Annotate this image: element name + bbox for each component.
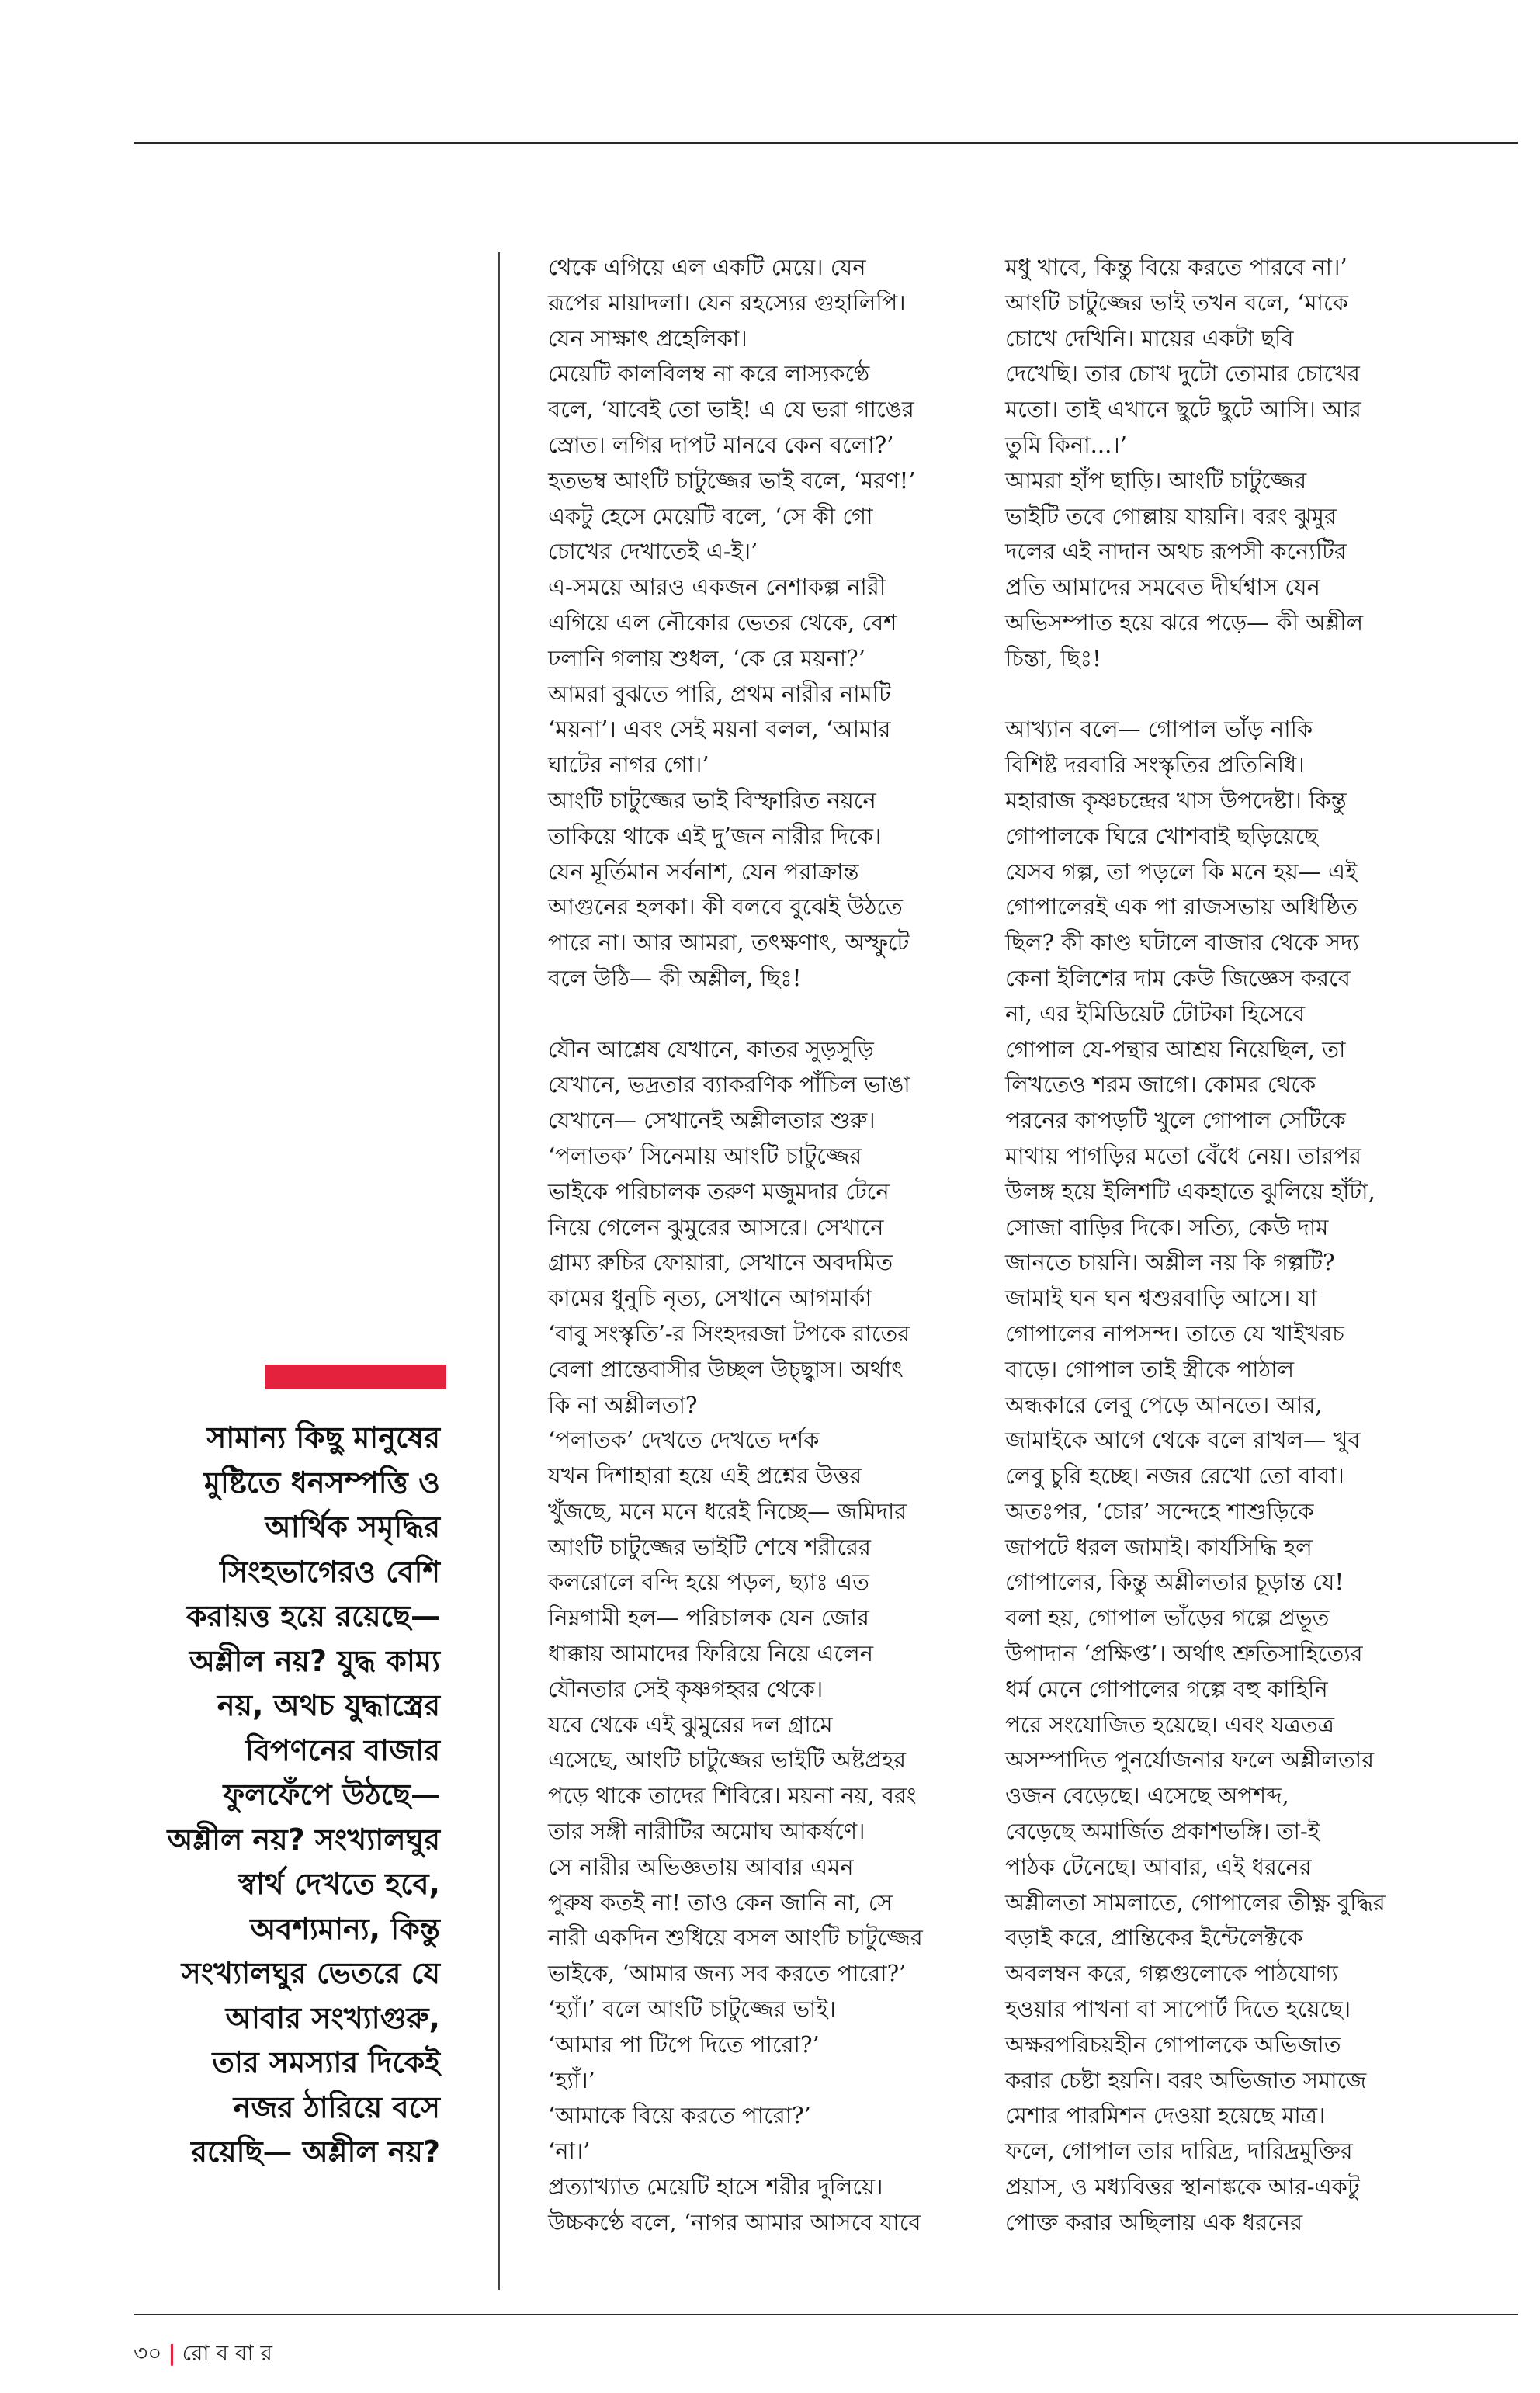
text-line: জানতে চায়নি। অশ্লীল নয় কি গল্পটি? bbox=[1005, 1249, 1335, 1276]
paragraph-break bbox=[548, 997, 983, 1032]
pull-quote-line: অশ্লীল নয়? সংখ্যালঘুর bbox=[167, 1822, 440, 1857]
text-line: যেখানে, ভদ্রতার ব্যাকরণিক পাঁচিল ভাঙা bbox=[548, 1071, 910, 1098]
pull-quote-line: করায়ত্ত হয়ে রয়েছে— bbox=[186, 1599, 440, 1633]
text-line: আংটি চাটুজ্জের ভাই বিস্ফারিত নয়নে bbox=[548, 786, 876, 813]
text-line: গোপালকে ঘিরে খোশবাই ছড়িয়েছে bbox=[1005, 822, 1318, 849]
pull-quote-line: আবার সংখ্যাগুরু, bbox=[225, 2000, 440, 2035]
text-line: অবলম্বন করে, গল্পগুলোকে পাঠযোগ্য bbox=[1005, 1960, 1338, 1987]
text-line: অসম্পাদিত পুনর্যোজনার ফলে অশ্লীলতার bbox=[1005, 1746, 1375, 1774]
article-column-2 bbox=[1005, 250, 1440, 2241]
text-line: কলরোলে বন্দি হয়ে পড়ল, ছ্যাঃ এত bbox=[548, 1569, 869, 1596]
text-line: অশ্লীলতা সামলাতে, গোপালের তীক্ষ্ণ বুদ্ধির bbox=[1005, 1888, 1386, 1916]
text-line: দলের এই নাদান অথচ রূপসী কন্যেটির bbox=[1005, 538, 1347, 565]
text-line: অন্ধকারে লেবু পেড়ে আনতে। আর, bbox=[1005, 1391, 1323, 1418]
text-line: না, এর ইমিডিয়েট টোটকা হিসেবে bbox=[1005, 1000, 1306, 1027]
publication-name: রো ব বা র bbox=[182, 2340, 272, 2366]
text-line: আংটি চাটুজ্জের ভাই তখন বলে, ‘মাকে bbox=[1005, 289, 1348, 316]
text-line: মেয়েটি কালবিলম্ব না করে লাস্যকণ্ঠে bbox=[548, 360, 870, 387]
text-line: যৌনতার সেই কৃষ্ণগহ্বর থেকে। bbox=[548, 1675, 824, 1702]
text-line: একটু হেসে মেয়েটি বলে, ‘সে কী গো bbox=[548, 502, 873, 529]
text-line: প্রতি আমাদের সমবেত দীর্ঘশ্বাস যেন bbox=[1005, 574, 1320, 601]
text-line: ‘বাবু সংস্কৃতি’-র সিংহদরজা টপকে রাতের bbox=[548, 1320, 910, 1347]
text-line: করার চেষ্টা হয়নি। বরং অভিজাত সমাজে bbox=[1005, 2066, 1367, 2093]
text-line: ‘পলাতক’ দেখতে দেখতে দর্শক bbox=[548, 1427, 820, 1454]
pull-quote-line: ফুলফেঁপে উঠছে— bbox=[223, 1777, 440, 1812]
text-line: বেড়েছে অমার্জিত প্রকাশভঙ্গি। তা-ই bbox=[1005, 1818, 1320, 1845]
text-line: বাড়ে। গোপাল তাই স্ত্রীকে পাঠাল bbox=[1005, 1355, 1295, 1382]
text-line: তাকিয়ে থাকে এই দু’জন নারীর দিকে। bbox=[548, 822, 882, 849]
text-line: ভাইকে, ‘আমার জন্য সব করতে পারো?’ bbox=[548, 1960, 907, 1987]
text-line: ঢলানি গলায় শুধল, ‘কে রে ময়না?’ bbox=[548, 644, 865, 671]
text-line: অতঃপর, ‘চোর’ সন্দেহে শাশুড়িকে bbox=[1005, 1497, 1314, 1524]
text-line: পড়ে থাকে তাদের শিবিরে। ময়না নয়, বরং bbox=[548, 1782, 917, 1809]
pull-quote bbox=[109, 1416, 440, 2175]
text-line: জাপটে ধরল জামাই। কার্যসিদ্ধি হল bbox=[1005, 1533, 1313, 1560]
text-line: চিন্তা, ছিঃ! bbox=[1005, 644, 1101, 671]
text-line: পরে সংযোজিত হয়েছে। এবং যত্রতত্র bbox=[1005, 1711, 1334, 1738]
bottom-rule bbox=[134, 2314, 1518, 2315]
text-line: নিম্নগামী হল— পরিচালক যেন জোর bbox=[548, 1604, 869, 1632]
pull-quote-line: সামান্য কিছু মানুষের bbox=[206, 1420, 440, 1455]
text-line: মেশার পারমিশন দেওয়া হয়েছে মাত্র। bbox=[1005, 2102, 1326, 2129]
article-column-1 bbox=[548, 250, 983, 2241]
text-line: অক্ষরপরিচয়হীন গোপালকে অভিজাত bbox=[1005, 2031, 1341, 2058]
text-line: মধু খাবে, কিন্তু বিয়ে করতে পারবে না।’ bbox=[1005, 254, 1348, 280]
text-line: নারী একদিন শুধিয়ে বসল আংটি চাটুজ্জের bbox=[548, 1924, 923, 1951]
top-rule bbox=[134, 142, 1518, 144]
text-line: আমরা বুঝতে পারি, প্রথম নারীর নামটি bbox=[548, 680, 891, 707]
pull-quote-line: তার সমস্যার দিকেই bbox=[212, 2045, 440, 2079]
text-line: গ্রাম্য রুচির ফোয়ারা, সেখানে অবদমিত bbox=[548, 1249, 893, 1276]
pull-quote-line: সংখ্যালঘুর ভেতরে যে bbox=[181, 1956, 440, 1990]
text-line: এসেছে, আংটি চাটুজ্জের ভাইটি অষ্টপ্রহর bbox=[548, 1746, 907, 1774]
text-line: যেখানে— সেখানেই অশ্লীলতার শুরু। bbox=[548, 1107, 876, 1134]
text-line: পারে না। আর আমরা, তৎক্ষণাৎ, অস্ফুটে bbox=[548, 929, 910, 956]
text-line: কি না অশ্লীলতা? bbox=[548, 1391, 698, 1418]
text-line: উপাদান ‘প্রক্ষিপ্ত’। অর্থাৎ শ্রুতিসাহিত্যের bbox=[1005, 1640, 1363, 1667]
pull-quote-line: রয়েছি— অশ্লীল নয়? bbox=[191, 2135, 440, 2169]
text-line: মতো। তাই এখানে ছুটে ছুটে আসি। আর bbox=[1005, 396, 1361, 423]
text-line: পাঠক টেনেছে। আবার, এই ধরনের bbox=[1005, 1853, 1312, 1880]
text-line: গোপালেরই এক পা রাজসভায় অধিষ্ঠিত bbox=[1005, 893, 1358, 921]
pull-quote-line: আর্থিক সমৃদ্ধির bbox=[265, 1510, 440, 1544]
text-line: বলে, ‘যাবেই তো ভাই! এ যে ভরা গাঙের bbox=[548, 396, 914, 423]
text-line: ঘাটের নাগর গো।’ bbox=[548, 751, 709, 779]
page-footer bbox=[134, 2336, 272, 2373]
text-line: ‘হ্যাঁ।’ bbox=[548, 2066, 595, 2093]
text-line: বেলা প্রান্তেবাসীর উচ্ছল উচ্ছ্বাস। অর্থাৎ bbox=[548, 1355, 904, 1382]
text-line: পরনের কাপড়টি খুলে গোপাল সেটিকে bbox=[1005, 1107, 1346, 1134]
text-line: ভাইকে পরিচালক তরুণ মজুমদার টেনে bbox=[548, 1177, 890, 1205]
text-line: এ-সময়ে আরও একজন নেশাকল্প নারী bbox=[548, 574, 886, 601]
text-line: গোপাল যে-পন্থার আশ্রয় নিয়েছিল, তা bbox=[1005, 1035, 1346, 1063]
text-line: দেখেছি। তার চোখ দুটো তোমার চোখের bbox=[1005, 360, 1360, 387]
text-line: পোক্ত করার অছিলায় এক ধরনের bbox=[1005, 2208, 1303, 2235]
text-line: তুমি কিনা...।’ bbox=[1005, 431, 1127, 458]
text-line: কামের ধুনুচি নৃত্য, সেখানে আগমার্কা bbox=[548, 1285, 872, 1312]
pull-quote-line: নয়, অথচ যুদ্ধাস্ত্রের bbox=[217, 1688, 440, 1722]
text-line: ‘পলাতক’ সিনেমায় আংটি চাটুজ্জের bbox=[548, 1142, 862, 1169]
text-line: যখন দিশাহারা হয়ে এই প্রশ্নের উত্তর bbox=[548, 1462, 862, 1490]
text-line: ওজন বেড়েছে। এসেছে অপশব্দ, bbox=[1005, 1782, 1289, 1809]
text-line: বলে উঠি— কী অশ্লীল, ছিঃ! bbox=[548, 964, 802, 991]
text-line: ‘আমার পা টিপে দিতে পারো?’ bbox=[548, 2031, 820, 2058]
text-line: থেকে এগিয়ে এল একটি মেয়ে। যেন bbox=[548, 254, 866, 280]
text-line: প্রত্যাখ্যাত মেয়েটি হাসে শরীর দুলিয়ে। bbox=[548, 2173, 883, 2201]
text-line: হতভম্ব আংটি চাটুজ্জের ভাই বলে, ‘মরণ!’ bbox=[548, 466, 916, 494]
pull-quote-line: বিপণনের বাজার bbox=[245, 1732, 440, 1767]
text-line: নিয়ে গেলেন ঝুমুরের আসরে। সেখানে bbox=[548, 1213, 884, 1240]
paragraph-break bbox=[1005, 677, 1440, 713]
pull-quote-line: সিংহভাগেরও বেশি bbox=[220, 1554, 440, 1589]
text-line: মহারাজ কৃষ্ণচন্দ্রের খাস উপদেষ্টা। কিন্তু bbox=[1005, 786, 1347, 813]
text-line: অভিসম্পাত হয়ে ঝরে পড়ে— কী অশ্লীল bbox=[1005, 609, 1364, 636]
text-line: ‘না।’ bbox=[548, 2138, 591, 2165]
text-line: স্রোত। লগির দাপট মানবে কেন বলো?’ bbox=[548, 431, 894, 458]
column-divider bbox=[498, 252, 500, 2290]
text-line: কেনা ইলিশের দাম কেউ জিজ্ঞেস করবে bbox=[1005, 964, 1351, 991]
text-line: পুরুষ কতই না! তাও কেন জানি না, সে bbox=[548, 1888, 893, 1916]
text-line: উলঙ্গ হয়ে ইলিশটি একহাতে ঝুলিয়ে হাঁটা, bbox=[1005, 1177, 1375, 1205]
text-line: লিখতেও শরম জাগে। কোমর থেকে bbox=[1005, 1071, 1316, 1098]
text-line: ধাক্কায় আমাদের ফিরিয়ে নিয়ে এলেন bbox=[548, 1640, 874, 1667]
pull-quote-line: অশ্লীল নয়? যুদ্ধ কাম্য bbox=[189, 1643, 440, 1678]
text-line: ছিল? কী কাণ্ড ঘটালে বাজার থেকে সদ্য bbox=[1005, 929, 1359, 956]
text-line: আখ্যান বলে— গোপাল ভাঁড় নাকি bbox=[1005, 716, 1313, 743]
text-line: বলা হয়, গোপাল ভাঁড়ের গল্পে প্রভূত bbox=[1005, 1604, 1330, 1632]
text-line: আমরা হাঁপ ছাড়ি। আংটি চাটুজ্জের bbox=[1005, 466, 1307, 494]
text-line: যেসব গল্প, তা পড়লে কি মনে হয়— এই bbox=[1005, 858, 1358, 885]
text-line: সে নারীর অভিজ্ঞতায় আবার এমন bbox=[548, 1853, 854, 1880]
text-line: যেন সাক্ষাৎ প্রহেলিকা। bbox=[548, 324, 747, 352]
text-line: ফলে, গোপাল তার দারিদ্র, দারিদ্রমুক্তির bbox=[1005, 2138, 1353, 2165]
text-line: বিশিষ্ট দরবারি সংস্কৃতির প্রতিনিধি। bbox=[1005, 751, 1305, 779]
pull-quote-line: মুষ্টিতে ধনসম্পত্তি ও bbox=[203, 1465, 440, 1500]
pull-quote-accent-bar bbox=[265, 1365, 446, 1389]
footer-separator: | bbox=[168, 2340, 176, 2366]
text-line: রূপের মায়াদলা। যেন রহস্যের গুহালিপি। bbox=[548, 289, 906, 316]
text-line: জামাইকে আগে থেকে বলে রাখল— খুব bbox=[1005, 1427, 1361, 1454]
text-line: মাথায় পাগড়ির মতো বেঁধে নেয়। তারপর bbox=[1005, 1142, 1361, 1169]
text-line: আংটি চাটুজ্জের ভাইটি শেষে শরীরের bbox=[548, 1533, 871, 1560]
text-line: ভাইটি তবে গোল্লায় যায়নি। বরং ঝুমুর bbox=[1005, 502, 1337, 529]
text-line: তার সঙ্গী নারীটির অমোঘ আকর্ষণে। bbox=[548, 1818, 865, 1845]
text-line: উচ্চকণ্ঠে বলে, ‘নাগর আমার আসবে যাবে bbox=[548, 2208, 921, 2235]
text-line: ধর্ম মেনে গোপালের গল্পে বহু কাহিনি bbox=[1005, 1675, 1328, 1702]
pull-quote-line: স্বার্থ দেখতে হবে, bbox=[238, 1867, 440, 1901]
text-line: হওয়ার পাখনা বা সাপোর্ট দিতে হয়েছে। bbox=[1005, 1996, 1351, 2023]
text-line: যেন মূর্তিমান সর্বনাশ, যেন পরাক্রান্ত bbox=[548, 858, 859, 885]
text-line: যবে থেকে এই ঝুমুরের দল গ্রামে bbox=[548, 1711, 833, 1738]
text-line: খুঁজছে, মনে মনে ধরেই নিচ্ছে— জমিদার bbox=[548, 1497, 907, 1524]
text-line: এগিয়ে এল নৌকোর ভেতর থেকে, বেশ bbox=[548, 609, 897, 636]
text-line: আগুনের হলকা। কী বলবে বুঝেই উঠতে bbox=[548, 893, 903, 921]
pull-quote-line: অবশ্যমান্য, কিন্তু bbox=[250, 1911, 440, 1946]
text-line: ‘ময়না’। এবং সেই ময়না বলল, ‘আমার bbox=[548, 716, 891, 743]
text-line: চোখের দেখাতেই এ-ই।’ bbox=[548, 538, 758, 565]
text-line: গোপালের, কিন্তু অশ্লীলতার চূড়ান্ত যে! bbox=[1005, 1569, 1344, 1596]
text-line: লেবু চুরি হচ্ছে। নজর রেখো তো বাবা। bbox=[1005, 1462, 1344, 1490]
text-line: যৌন আশ্লেষ যেখানে, কাতর সুড়সুড়ি bbox=[548, 1035, 874, 1063]
text-line: ‘হ্যাঁ।’ বলে আংটি চাটুজ্জের ভাই। bbox=[548, 1996, 836, 2023]
text-line: প্রয়াস, ও মধ্যবিত্তর স্থানাঙ্ককে আর-একটু bbox=[1005, 2173, 1360, 2201]
text-line: জামাই ঘন ঘন শ্বশুরবাড়ি আসে। যা bbox=[1005, 1285, 1317, 1312]
text-line: বড়াই করে, প্রান্তিকের ইন্টেলেক্টকে bbox=[1005, 1924, 1303, 1951]
page-number: ৩০ bbox=[134, 2340, 162, 2366]
text-line: সোজা বাড়ির দিকে। সত্যি, কেউ দাম bbox=[1005, 1213, 1329, 1240]
text-line: ‘আমাকে বিয়ে করতে পারো?’ bbox=[548, 2102, 811, 2129]
pull-quote-line: নজর ঠারিয়ে বসে bbox=[233, 2090, 440, 2124]
text-line: গোপালের নাপসন্দ। তাতে যে খাইখরচ bbox=[1005, 1320, 1344, 1347]
text-line: চোখে দেখিনি। মায়ের একটা ছবি bbox=[1005, 324, 1294, 352]
